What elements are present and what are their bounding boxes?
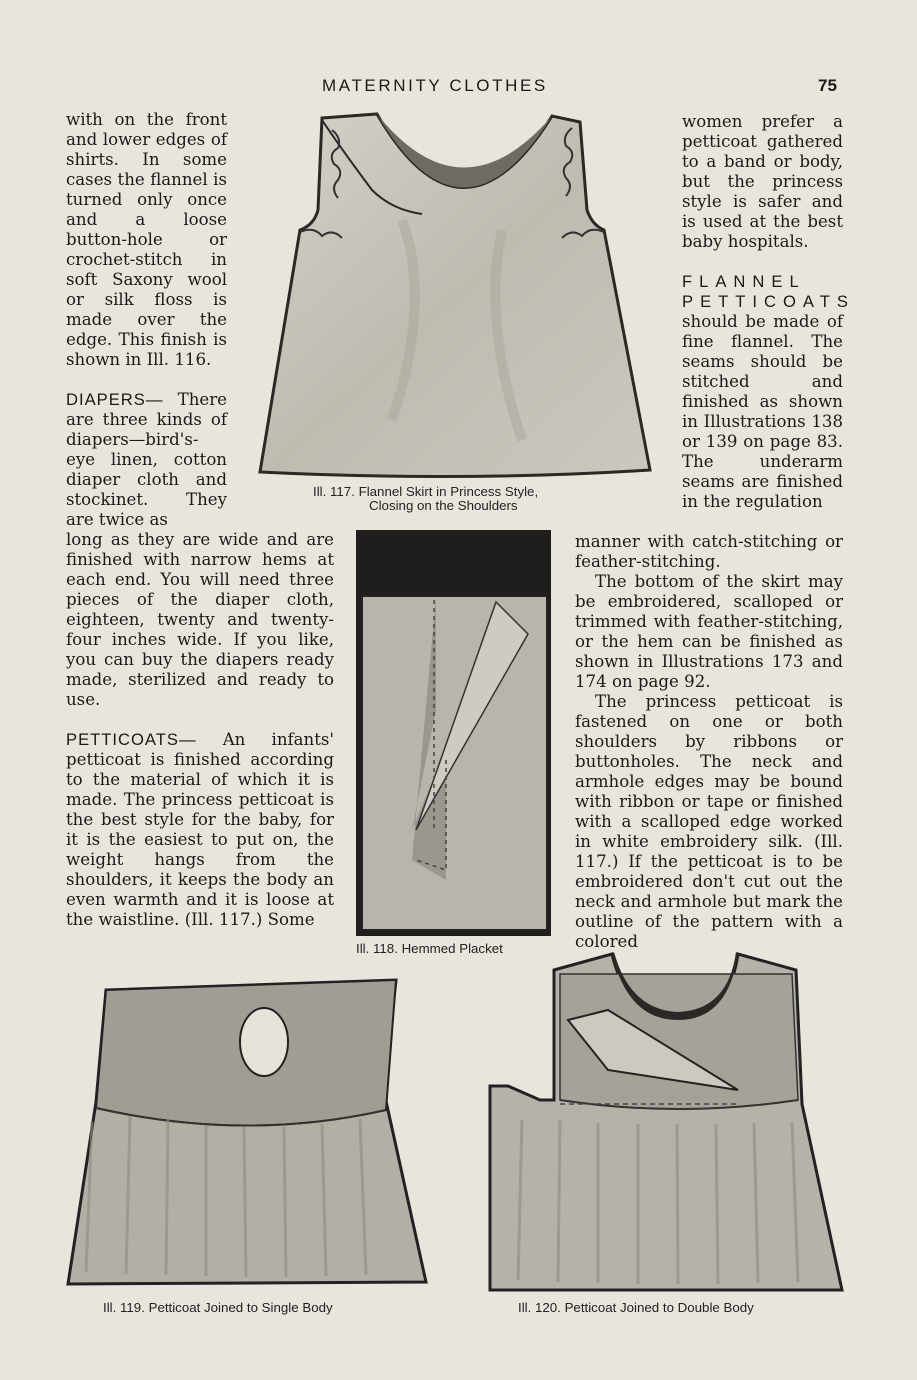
paragraph-diapers [66,390,227,530]
petticoats-text: An infants' petticoat is finished according to the material of which it is made. The princess petticoat is the best style for the baby, for it is the easiest to put on, the weight hangs from the shoulders, it keeps the body an even warmth and it is loose at the waistline. (Ill. 117.) Some [66,730,334,929]
left-column-lower [66,530,334,930]
paragraph-flannel-finish: with on the front and lower edges of shirts. In some cases the flannel is turned only once and a loose button-hole or crochet-stitch in soft Saxony wool or silk floss is made over the edge. This finish is shown in Ill. 116. [66,110,227,369]
illustration-118-hemmed-placket [356,530,551,936]
paragraph-skirt-bottom: The bottom of the skirt may be embroidered, scalloped or trimmed with feather-stitching, or the hem can be finished as shown in Illustrations 173 and 174 on page 92. [575,572,843,691]
page-header [0,76,917,100]
diapers-text-narrow: There are three kinds of diapers—bird's-eye linen, cotton diaper cloth and stockinet. They are twice as [66,390,227,529]
paragraph-petticoats [66,730,334,930]
left-column-upper [66,110,227,530]
flannel-text-wide: manner with catch-stitching or feather-stitching. [575,532,843,571]
caption-117-line1: Ill. 117. Flannel Skirt in Princess Style, [313,484,539,499]
caption-ill-118: Ill. 118. Hemmed Placket [356,941,503,956]
illustration-119-single-body [66,972,432,1290]
paragraph-flannel-petticoats [682,272,855,512]
right-column-upper [682,112,855,512]
running-head: MATERNITY CLOTHES [322,76,548,95]
caption-ill-117 [313,485,603,513]
flannel-text-narrow: should be made of fine flannel. The seams should be stitched and finished as shown in Illustrations 138 or 139 on page 83. The underarm seams are finished in the regulation [682,312,843,511]
right-column-lower [575,532,843,952]
caption-ill-120: Ill. 120. Petticoat Joined to Double Body [518,1300,754,1315]
caption-ill-119: Ill. 119. Petticoat Joined to Single Body [103,1300,333,1315]
page-number: 75 [818,76,837,95]
paragraph-princess-petticoat: The princess petticoat is fastened on one or both shoulders by ribbons or buttonholes. The neck and armhole edges may be bound with ribbon or tape or finished with a scalloped edge worked in white embroidery silk. (Ill. 117.) If the petticoat is to be embroidered don't cut out the neck and armhole but mark the outline of the pattern with a colored [575,692,843,951]
illustration-117-princess-petticoat [252,110,662,480]
flannel-petticoats-heading: FLANNEL PETTICOATS [682,272,855,311]
caption-117-line2: Closing on the Shoulders [369,498,518,513]
paragraph-women-prefer: women prefer a petticoat gathered to a band or body, but the princess style is safer and is used at the best baby hospitals. [682,112,843,251]
petticoats-heading: PETTICOATS— [66,730,197,749]
diapers-text-wide: long as they are wide and are finished with narrow hems at each end. You will need three pieces of the diaper cloth, eighteen, twenty and twenty-four inches wide. If you like, you can buy the diapers ready made, sterilized and ready to use. [66,530,334,709]
illustration-120-double-body [488,950,844,1294]
diapers-heading: DIAPERS— [66,390,164,409]
